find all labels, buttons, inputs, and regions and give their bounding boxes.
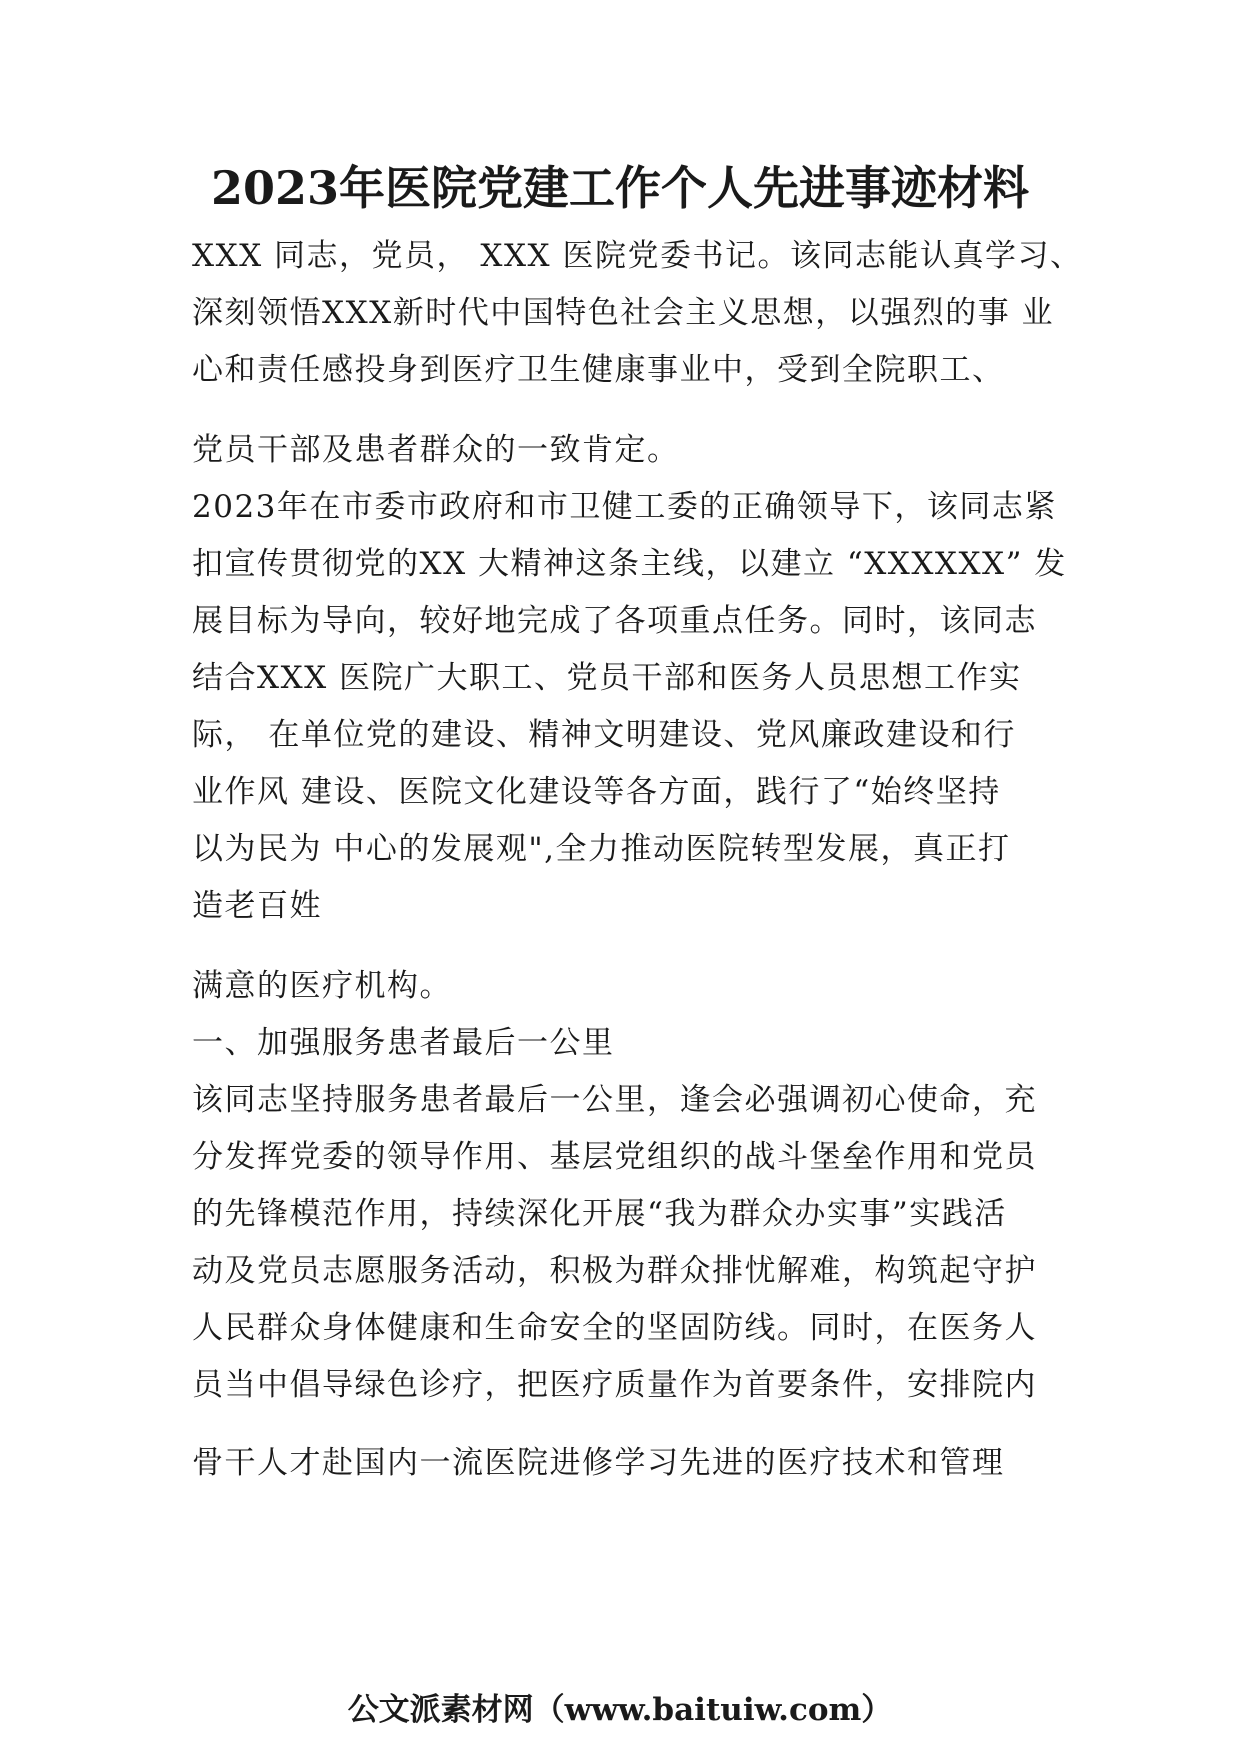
body-line-11: 以为民为 中心的发展观",全力推动医院转型发展，真正打: [192, 831, 1011, 867]
footer-watermark: 公文派素材网（www.baituiw.com）: [347, 1692, 893, 1728]
body-line-18: 动及党员志愿服务活动，积极为群众排忧解难，构筑起守护: [192, 1253, 1037, 1289]
body-line-2: 深刻领悟XXX新时代中国特色社会主义思想，以强烈的事 业: [192, 295, 1055, 331]
body-line-10: 业作风 建设、医院文化建设等各方面，践行了“始终坚持: [192, 774, 1001, 810]
body-line-21: 骨干人才赴国内一流医院进修学习先进的医疗技术和管理: [192, 1445, 1005, 1481]
body-line-9: 际， 在单位党的建设、精神文明建设、党风廉政建设和行: [192, 717, 1016, 753]
body-line-3: 心和责任感投身到医疗卫生健康事业中，受到全院职工、: [192, 352, 1005, 388]
body-line-8: 结合XXX 医院广大职工、党员干部和医务人员思想工作实: [192, 660, 1022, 696]
body-line-4: 党员干部及患者群众的一致肯定。: [192, 432, 680, 468]
body-line-6: 扣宣传贯彻党的XX 大精神这条主线，以建立 “XXXXXX” 发: [192, 546, 1067, 582]
body-line-12: 造老百姓: [192, 888, 322, 924]
body-line-20: 员当中倡导绿色诊疗，把医疗质量作为首要条件，安排院内: [192, 1367, 1037, 1403]
section-heading: 一、加强服务患者最后一公里: [192, 1025, 615, 1061]
document-title: 2023年医院党建工作个人先进事迹材料: [210, 161, 1030, 215]
body-line-16: 分发挥党委的领导作用、基层党组织的战斗堡垒作用和党员: [192, 1139, 1037, 1175]
body-line-13: 满意的医疗机构。: [192, 968, 452, 1004]
body-line-7: 展目标为导向，较好地完成了各项重点任务。同时，该同志: [192, 603, 1037, 639]
body-line-15: 该同志坚持服务患者最后一公里，逢会必强调初心使命，充: [192, 1082, 1037, 1118]
body-line-5: 2023年在市委市政府和市卫健工委的正确领导下，该同志紧: [192, 489, 1057, 525]
body-line-1: XXX 同志，党员， XXX 医院党委书记。该同志能认真学习、: [192, 238, 1083, 274]
body-line-19: 人民群众身体健康和生命安全的坚固防线。同时，在医务人: [192, 1310, 1037, 1346]
body-line-17: 的先锋模范作用，持续深化开展“我为群众办实事”实践活: [192, 1196, 1007, 1232]
